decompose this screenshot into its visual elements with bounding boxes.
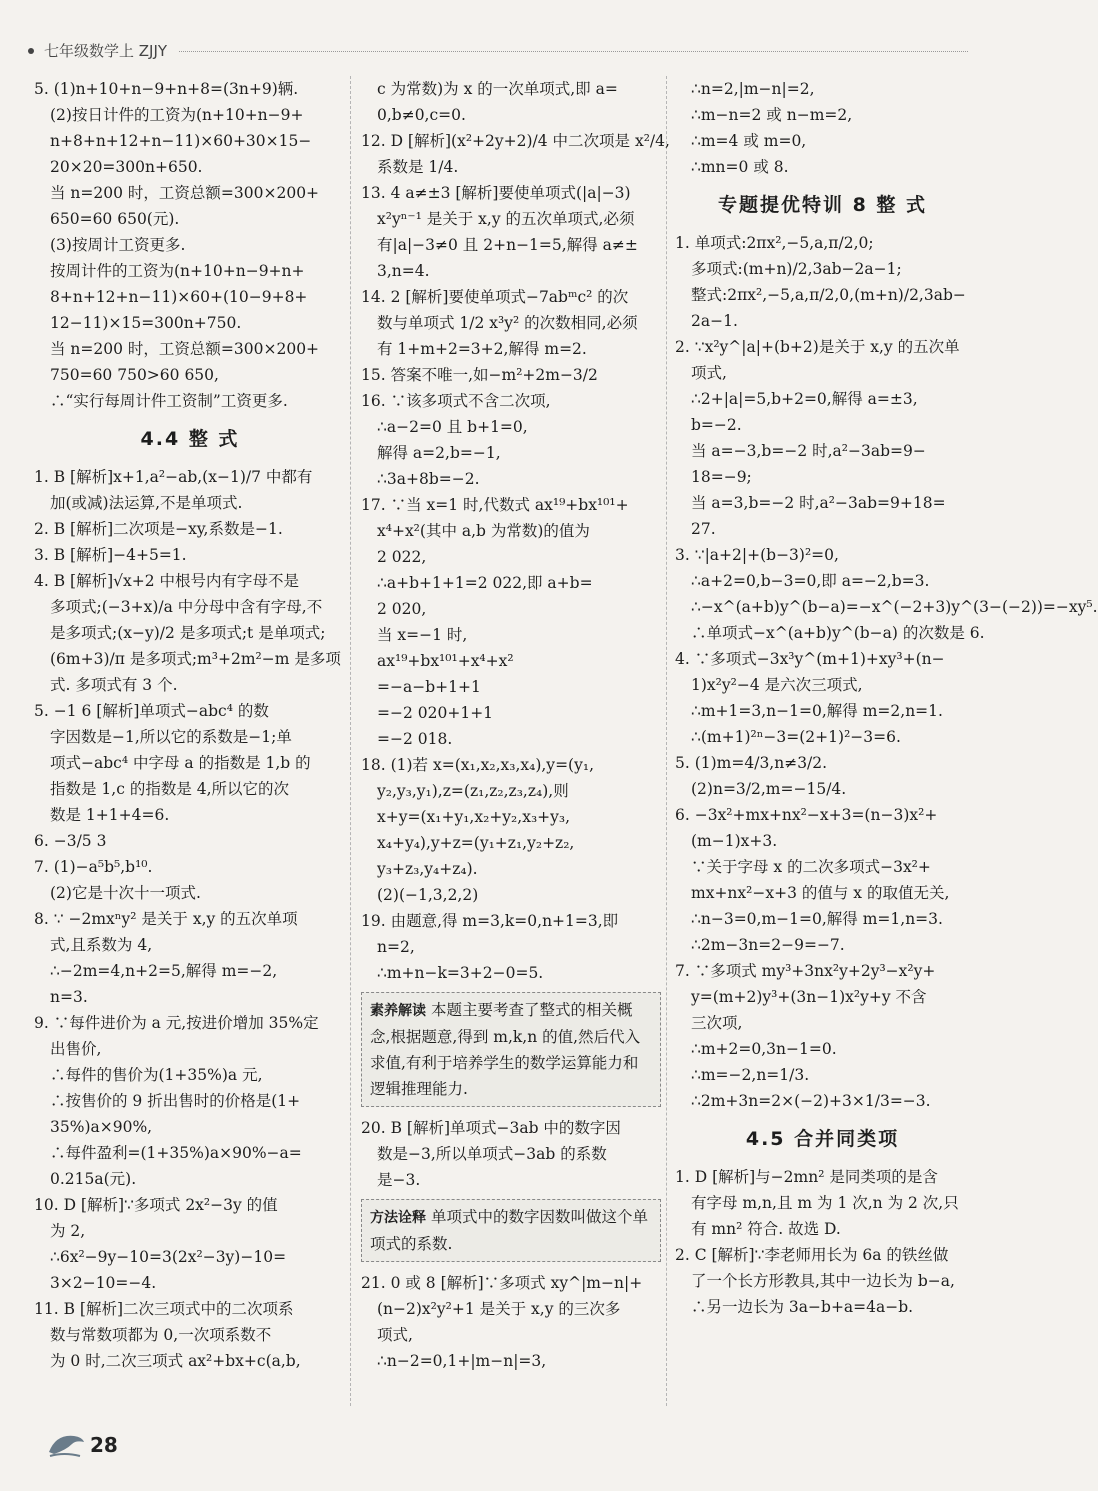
text-line: x₄+y₄),y+z=(y₁+z₁,y₂+z₂, xyxy=(377,834,575,852)
text-line: (2)n=3/2,m=−15/4. xyxy=(691,780,847,798)
text-line: 5. (1)n+10+n−9+n+8=(3n+9)辆. xyxy=(34,80,299,98)
text-line: 750=60 750>60 650, xyxy=(50,366,219,384)
note-text: 本题主要考查了整式的相关概念,根据题意,得到 m,k,n 的值,然后代入求值,有利于培养学生的数学运算能力和逻辑推理能力. xyxy=(370,1001,641,1098)
text-line: 6. −3/5 3 xyxy=(34,832,107,850)
text-line: y₂,y₃,y₁),z=(z₁,z₂,z₃,z₄),则 xyxy=(377,782,569,800)
text-line: n=3. xyxy=(50,988,88,1006)
column-divider xyxy=(350,76,351,1406)
note-text: 单项式中的数字因数叫做这个单项式的系数. xyxy=(370,1208,648,1253)
text-line: 数与常数项都为 0,一次项系数不 xyxy=(50,1326,272,1344)
note-content xyxy=(370,1204,652,1257)
text-line: 11. B [解析]二次三项式中的二次项系 xyxy=(34,1300,294,1318)
column-middle xyxy=(361,76,670,1374)
text-line: 7. ∵多项式 my³+3nx²y+2y³−x²y+ xyxy=(675,962,936,980)
text-line: 3. ∵|a+2|+(b−3)²=0, xyxy=(675,546,839,564)
note-box xyxy=(361,992,661,1107)
text-line: x²yⁿ⁻¹ 是关于 x,y 的五次单项式,必须 xyxy=(377,210,635,228)
text-line: 数是−3,所以单项式−3ab 的系数 xyxy=(377,1145,607,1163)
text-line: 650=60 650(元). xyxy=(50,210,180,228)
text-line: 4. ∵多项式−3x³y^(m+1)+xy³+(n− xyxy=(675,650,945,668)
text-line: 2. ∵x²y^|a|+(b+2)是关于 x,y 的五次单 xyxy=(675,338,960,356)
text-line: 数是 1+1+4=6. xyxy=(50,806,170,824)
text-line: 3×2−10=−4. xyxy=(50,1274,157,1292)
bullet-dot xyxy=(28,48,34,54)
text-line: 8+n+12+n−11)×60+(10−9+8+ xyxy=(50,288,308,306)
text-line: ∴2m+3n=2×(−2)+3×1/3=−3. xyxy=(691,1092,931,1110)
text-line: ∴n=2,|m−n|=2, xyxy=(691,80,815,98)
text-line: 12. D [解析](x²+2y+2)/4 中二次项是 x²/4, xyxy=(361,132,670,150)
text-line: ∴m+2=0,3n−1=0. xyxy=(691,1040,837,1058)
text-line: 21. 0 或 8 [解析]∵多项式 xy^|m−n|+ xyxy=(361,1274,643,1292)
text-line: 加(或减)法运算,不是单项式. xyxy=(50,494,243,512)
text-line: mx+nx²−x+3 的值与 x 的取值无关, xyxy=(691,884,950,902)
text-line: 是−3. xyxy=(377,1171,421,1189)
section-heading: 专题提优特训 8 整 式 xyxy=(717,194,928,216)
text-line: ∴6x²−9y−10=3(2x²−3y)−10= xyxy=(50,1248,287,1266)
text-line: 有|a|−3≠0 且 2+n−1=5,解得 a≠± xyxy=(377,236,638,254)
text-line: 系数是 1/4. xyxy=(377,158,459,176)
text-line: ax¹⁹+bx¹⁰¹+x⁴+x² xyxy=(377,652,514,670)
text-line: y=(m+2)y³+(3n−1)x²y+y 不含 xyxy=(691,988,927,1006)
column-left xyxy=(34,76,346,1374)
text-line: 多项式;(−3+x)/a 中分母中含有字母,不 xyxy=(50,598,323,616)
text-line: ∴a+2=0,b−3=0,即 a=−2,b=3. xyxy=(691,572,930,590)
text-line: (2)它是十次十一项式. xyxy=(50,884,201,902)
text-line: ∴m+1=3,n−1=0,解得 m=2,n=1. xyxy=(691,702,943,720)
text-line: 项式, xyxy=(377,1326,413,1344)
text-line: 1. 单项式:2πx²,−5,a,π/2,0; xyxy=(675,234,874,252)
text-line: 6. −3x²+mx+nx²−x+3=(n−3)x²+ xyxy=(675,806,938,824)
text-line: x⁴+x²(其中 a,b 为常数)的值为 xyxy=(377,522,590,540)
text-line: ∴mn=0 或 8. xyxy=(691,158,789,176)
text-line: 项式, xyxy=(691,364,727,382)
text-line: 当 a=−3,b=−2 时,a²−3ab=9− xyxy=(691,442,926,460)
text-line: 17. ∵当 x=1 时,代数式 ax¹⁹+bx¹⁰¹+ xyxy=(361,496,629,514)
text-line: (6m+3)/π 是多项式;m³+2m²−m 是多项 xyxy=(50,650,341,668)
text-line: 有字母 m,n,且 m 为 1 次,n 为 2 次,只 xyxy=(691,1194,959,1212)
text-line: ∴2m−3n=2−9=−7. xyxy=(691,936,845,954)
text-line: 16. ∵该多项式不含二次项, xyxy=(361,392,551,410)
text-line: ∴2+|a|=5,b+2=0,解得 a=±3, xyxy=(691,390,918,408)
text-line: 9. ∵每件进价为 a 元,按进价增加 35%定 xyxy=(34,1014,319,1032)
text-line: 式,且系数为 4, xyxy=(50,936,153,954)
text-line: ∴−2m=4,n+2=5,解得 m=−2, xyxy=(50,962,278,980)
text-line: 2a−1. xyxy=(691,312,738,330)
text-line: ∴m−n=2 或 n−m=2, xyxy=(691,106,853,124)
text-line: n=2, xyxy=(377,938,415,956)
text-line: 是多项式;(x−y)/2 是多项式;t 是单项式; xyxy=(50,624,326,642)
text-line: ∵关于字母 x 的二次多项式−3x²+ xyxy=(691,858,931,876)
text-line: 三次项, xyxy=(691,1014,743,1032)
text-line: 15. 答案不唯一,如−m²+2m−3/2 xyxy=(361,366,598,384)
header-rule xyxy=(179,50,968,52)
text-line: ∴n−2=0,1+|m−n|=3, xyxy=(377,1352,547,1370)
text-line: 5. −1 6 [解析]单项式−abc⁴ 的数 xyxy=(34,702,269,720)
text-line: 3,n=4. xyxy=(377,262,430,280)
text-line: (2)(−1,3,2,2) xyxy=(377,886,479,904)
text-line: ∴“实行每周计件工资制”工资更多. xyxy=(50,392,288,410)
text-line: 5. (1)m=4/3,n≠3/2. xyxy=(675,754,828,772)
note-tag: 方法诠释 xyxy=(370,1210,426,1226)
text-line: ∴3a+8b=−2. xyxy=(377,470,480,488)
text-line: ∴a+b+1+1=2 022,即 a+b= xyxy=(377,574,593,592)
text-line: 为 0 时,二次三项式 ax²+bx+c(a,b, xyxy=(50,1352,301,1370)
text-line: 12−11)×15=300n+750. xyxy=(50,314,242,332)
text-line: 项式−abc⁴ 中字母 a 的指数是 1,b 的 xyxy=(50,754,311,772)
header-title: 七年级数学上 ZJJY xyxy=(44,42,168,60)
text-line: 出售价, xyxy=(50,1040,102,1058)
text-line: 解得 a=2,b=−1, xyxy=(377,444,501,462)
text-line: 18. (1)若 x=(x₁,x₂,x₃,x₄),y=(y₁, xyxy=(361,756,594,774)
dolphin-logo-icon xyxy=(46,1430,86,1460)
running-header xyxy=(28,40,968,61)
text-line: 1)x²y²−4 是六次三项式, xyxy=(691,676,863,694)
text-line: 14. 2 [解析]要使单项式−7abᵐc² 的次 xyxy=(361,288,629,306)
text-line: 2. B [解析]二次项是−xy,系数是−1. xyxy=(34,520,283,538)
text-line: 10. D [解析]∵多项式 2x²−3y 的值 xyxy=(34,1196,278,1214)
text-line: 按周计件的工资为(n+10+n−9+n+ xyxy=(50,262,305,280)
text-line: (n−2)x²y²+1 是关于 x,y 的三次多 xyxy=(377,1300,621,1318)
text-line: 字因数是−1,所以它的系数是−1;单 xyxy=(50,728,292,746)
text-line: 1. D [解析]与−2mn² 是同类项的是含 xyxy=(675,1168,938,1186)
text-line: 0.215a(元). xyxy=(50,1170,137,1188)
text-line: ∴−x^(a+b)y^(b−a)=−x^(−2+3)y^(3−(−2))=−xy⁵. xyxy=(691,598,1098,616)
text-line: 数与单项式 1/2 x³y² 的次数相同,必须 xyxy=(377,314,638,332)
text-line: 当 n=200 时，工资总额=300×200+ xyxy=(50,340,320,358)
text-line: ∴每件盈利=(1+35%)a×90%−a= xyxy=(50,1144,302,1162)
text-line: 指数是 1,c 的指数是 4,所以它的次 xyxy=(50,780,290,798)
text-line: ∴m=4 或 m=0, xyxy=(691,132,807,150)
note-tag: 素养解读 xyxy=(370,1003,426,1019)
text-line: ∴n−3=0,m−1=0,解得 m=1,n=3. xyxy=(691,910,943,928)
text-line: ∴a−2=0 且 b+1=0, xyxy=(377,418,528,436)
text-line: (2)按日计件的工资为(n+10+n−9+ xyxy=(50,106,304,124)
text-line: (3)按周计工资更多. xyxy=(50,236,186,254)
text-line: 8. ∵ −2mxⁿy² 是关于 x,y 的五次单项 xyxy=(34,910,298,928)
text-line: ∴单项式−x^(a+b)y^(b−a) 的次数是 6. xyxy=(691,624,985,642)
text-line: 当 n=200 时，工资总额=300×200+ xyxy=(50,184,320,202)
text-line: y₃+z₃,y₄+z₄). xyxy=(377,860,478,878)
page-footer xyxy=(46,1430,118,1460)
text-line: 18=−9; xyxy=(691,468,752,486)
text-line: 3. B [解析]−4+5=1. xyxy=(34,546,187,564)
text-line: 有 1+m+2=3+2,解得 m=2. xyxy=(377,340,587,358)
section-heading: 4.5 合并同类项 xyxy=(745,1128,900,1150)
section-heading: 4.4 整 式 xyxy=(140,428,240,450)
text-line: 当 a=3,b=−2 时,a²−3ab=9+18= xyxy=(691,494,946,512)
text-line: 了一个长方形教具,其中一边长为 b−a, xyxy=(691,1272,955,1290)
text-line: 1. B [解析]x+1,a²−ab,(x−1)/7 中都有 xyxy=(34,468,313,486)
text-line: 式. 多项式有 3 个. xyxy=(50,676,178,694)
text-line: ∴另一边长为 3a−b+a=4a−b. xyxy=(691,1298,914,1316)
text-line: x+y=(x₁+y₁,x₂+y₂,x₃+y₃, xyxy=(377,808,571,826)
text-line: 多项式:(m+n)/2,3ab−2a−1; xyxy=(691,260,902,278)
text-line: ∴m=−2,n=1/3. xyxy=(691,1066,810,1084)
text-line: c 为常数)为 x 的一次单项式,即 a= xyxy=(377,80,618,98)
text-line: 为 2, xyxy=(50,1222,86,1240)
text-line: ∴(m+1)²ⁿ−3=(2+1)²−3=6. xyxy=(691,728,901,746)
text-line: 2 022, xyxy=(377,548,427,566)
text-line: 2 020, xyxy=(377,600,427,618)
column-divider xyxy=(666,76,667,1406)
text-line: 19. 由题意,得 m=3,k=0,n+1=3,即 xyxy=(361,912,619,930)
text-line: 2. C [解析]∵李老师用长为 6a 的铁丝做 xyxy=(675,1246,949,1264)
text-line: =−a−b+1+1 xyxy=(377,678,481,696)
page-number: 28 xyxy=(90,1433,118,1457)
note-content xyxy=(370,997,652,1102)
text-line: ∴每件的售价为(1+35%)a 元, xyxy=(50,1066,263,1084)
text-line: ∴按售价的 9 折出售时的价格是(1+ xyxy=(50,1092,301,1110)
text-line: 20. B [解析]单项式−3ab 中的数字因 xyxy=(361,1119,621,1137)
text-line: 0,b≠0,c=0. xyxy=(377,106,466,124)
text-line: 27. xyxy=(691,520,716,538)
text-line: =−2 018. xyxy=(377,730,453,748)
text-line: 13. 4 a≠±3 [解析]要使单项式(|a|−3) xyxy=(361,184,631,202)
text-line: 7. (1)−a⁵b⁵,b¹⁰. xyxy=(34,858,153,876)
text-line: n+8+n+12+n−11)×60+30×15− xyxy=(50,132,312,150)
text-line: =−2 020+1+1 xyxy=(377,704,494,722)
text-line: 当 x=−1 时, xyxy=(377,626,468,644)
text-line: 整式:2πx²,−5,a,π/2,0,(m+n)/2,3ab− xyxy=(691,286,966,304)
text-line: 4. B [解析]√x+2 中根号内有字母不是 xyxy=(34,572,300,590)
text-line: b=−2. xyxy=(691,416,742,434)
text-line: 有 mn² 符合. 故选 D. xyxy=(691,1220,841,1238)
note-box xyxy=(361,1199,661,1262)
column-right xyxy=(675,76,1098,1320)
text-line: 35%)a×90%, xyxy=(50,1118,153,1136)
text-line: 20×20=300n+650. xyxy=(50,158,203,176)
text-line: (m−1)x+3. xyxy=(691,832,778,850)
text-line: ∴m+n−k=3+2−0=5. xyxy=(377,964,544,982)
